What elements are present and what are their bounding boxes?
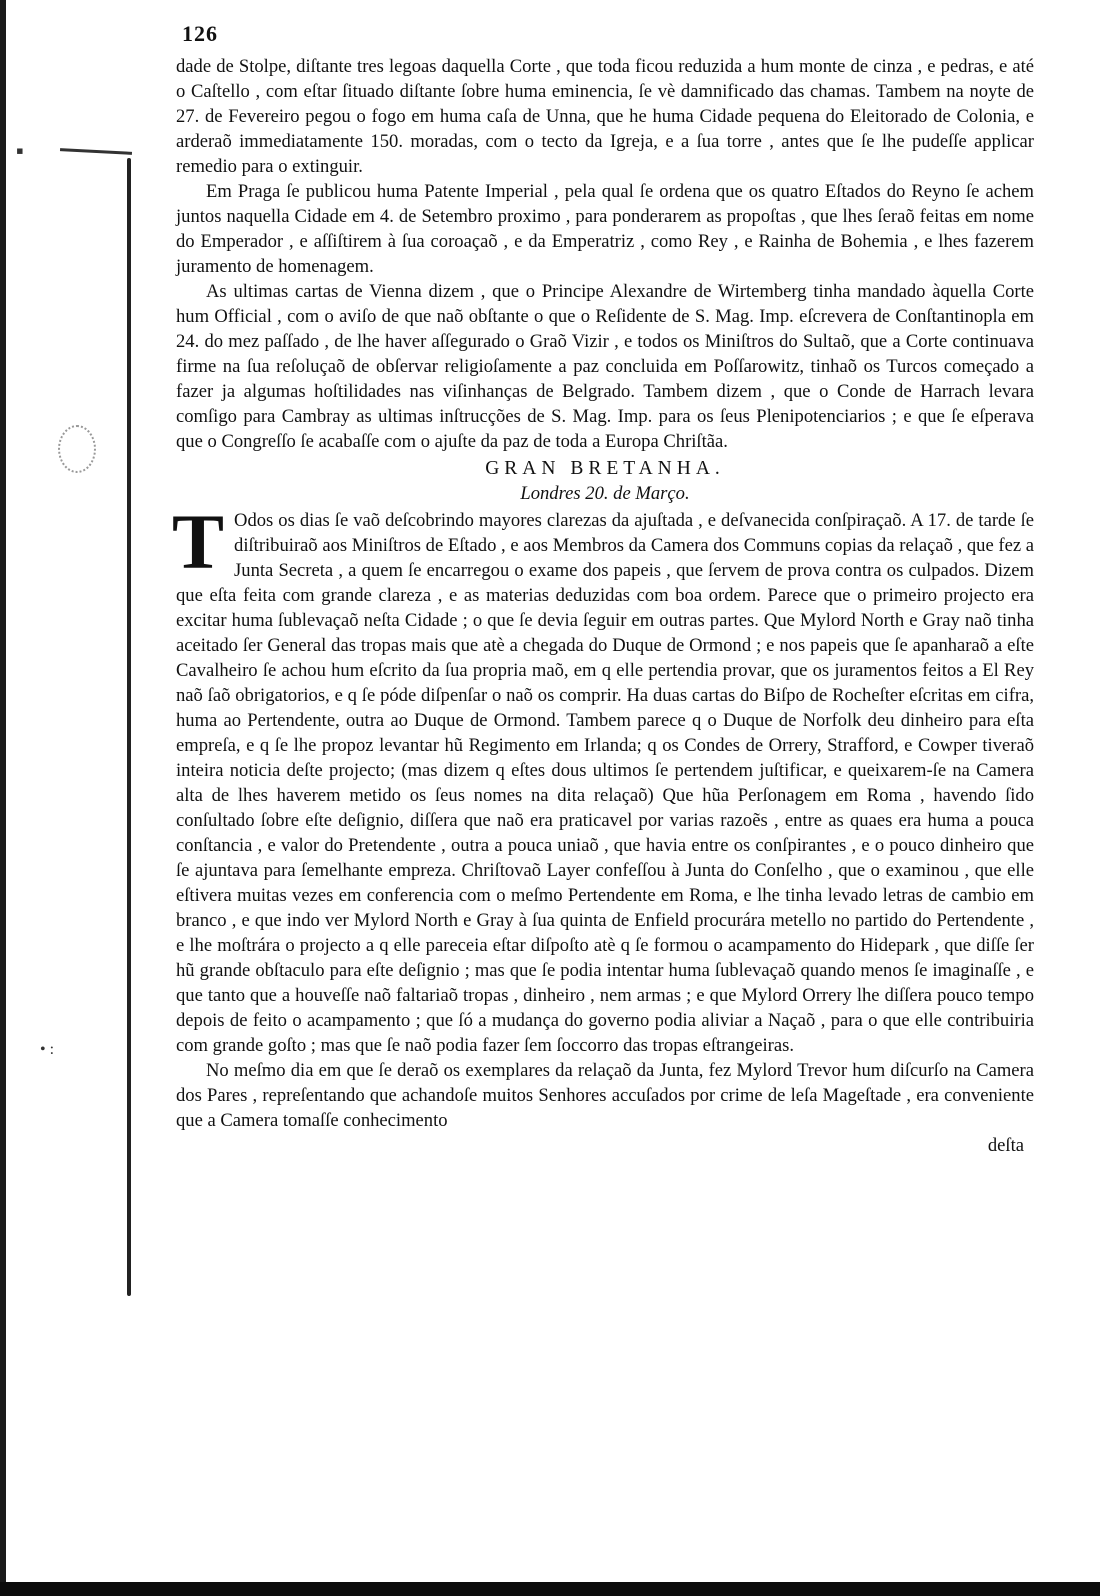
paragraph-vienna-letters: As ultimas cartas de Vienna dizem , que o Principe Alexandre de Wirtemberg tinha mandado àquella Corte hum Official , com o aviſo de que naõ obſtante o que o Reſidente de S. Mag. Imp. eſcrevera de Conſtantinopla em 24. do mez paſſado , de lhe haver aſſegurado o Graõ Vizir , e todos os Miniſtros do Sultaõ, que a Corte continuava firme na ſua reſoluçaõ de obſervar religioſamente a paz concluida em Poſſarowitz, tinhaõ os Turcos começado a fazer ja algumas hoſtilidades nas viſinhanças de Belgrado. Tambem dizem , que o Conde de Harrach levara comſigo para Cambray as ultimas inſtrucções de S. Mag. Imp. para os ſeus Plenipotenciarios ; e que ſe eſperava que o Congreſſo ſe acabaſſe com o ajuſte da paz de toda a Europa Chriſtãa.: [176, 281, 1034, 452]
bleed-through-stamp: [58, 425, 96, 473]
scan-bottom-edge: [0, 1582, 1100, 1596]
gutter-hook-mark: [60, 148, 132, 155]
gutter-binding-line: [127, 158, 131, 1296]
dateline: Londres 20. de Março.: [520, 483, 690, 504]
drop-cap: T: [172, 498, 225, 585]
catchword: deſta: [987, 1135, 1024, 1156]
gazette-page: [172, 21, 1034, 1158]
page-number: 126: [182, 21, 218, 46]
margin-tick-mark: ▪: [16, 138, 24, 163]
paragraph-london-conspiracy: [172, 498, 1034, 1058]
paragraph-trevor-discourse: No meſmo dia em que ſe deraõ os exemplares da relaçaõ da Junta, fez Mylord Trevor hum diſcurſo na Camera dos Pares , repreſentando que achandoſe muitos Senhores accuſados por crime de leſa Mageſtade , era conveniente que a Camera tomaſſe conhecimento: [176, 1060, 1034, 1131]
lead-paragraph-text: Odos os dias ſe vaõ deſcobrindo mayores clarezas da ajuſtada , e deſvanecida conſpiraçaõ. A 17. de tarde ſe diſtribuiraõ aos Miniſtros de Eſtado , e aos Membros da Camera dos Communs copias da relaçaõ , que fez a Junta Secreta , a quem ſe encarregou o exame dos papeis , que ſervem de prova contra os culpados. Dizem que eſta feita com grande clareza , e as materias deduzidas com boa ordem. Parece que o primeiro projecto era excitar huma ſublevaçaõ neſta Cidade ; o que ſe devia ſeguir em outras partes. Que Mylord North e Gray naõ tinha aceitado ſer General das tropas mais que atè a chegada do Duque de Ormond ; e nos papeis que ſe apanharaõ a eſte Cavalheiro ſe achou hum eſcrito da ſua propria maõ, em q elle pertendia provar, que os juramentos feitos a El Rey naõ ſaõ obrigatorios, e q ſe póde diſpenſar o naõ os comprir. Ha duas cartas do Biſpo de Rocheſter eſcritas em cifra, huma ao Pertendente, outra ao Duque de Ormond. Tambem parece q o Duque de Norfolk deu dinheiro para eſta empreſa, e q ſe lhe propoz levantar hũ Regimento em Irlanda; q os Condes de Orrery, Strafford, e Cowper tiveraõ inteira noticia deſte projecto; (mas dizem q eſtes dous ultimos ſe pertendem juſtificar, e queixarem-ſe na Camera alta de lhes haverem metido os ſeus nomes na dita relaçaõ) Que hũa Perſonagem em Roma , havendo ſido conſultado ſobre eſte deſignio, diſſera que naõ era praticavel por varias razoẽs , entre as quaes era huma a pouca conſtancia , e valor do Pretendente , outra a pouca uniaõ , que havia entre os conſpirantes , e o pouco dinheiro que ſe ajuntava para ſemelhante empreza. Chriſtovaõ Layer confeſſou à Junta do Conſelho , que o examinou , que elle eſtivera muitas vezes em conferencia com o meſmo Pertendente em Roma, e lhe tinha levado letras de cambio em branco , e que indo ver Mylord North e Gray à ſua quinta de Enfield procurára metello no partido do Pertendente , e lhe moſtrára o projecto a q elle pareceia eſtar diſpoſto atè q ſe formou o acampamento do Hidepark , que diſſe ſer hũ grande obſtaculo para eſte deſignio ; mas que ſe podia intentar huma ſublevaçaõ quando menos ſe imaginaſſe , e que tanto que a houveſſe naõ faltariaõ tropas , dinheiro , nem armas ; e que Mylord Orrery lhe diſſera pouco tempo depois de feito o acampamento ; que ſó a mudança do governo podia aliviar a Naçaõ , para o que elle contribuiria com grande goſto ; mas que ſe naõ podia fazer ſem ſoccorro das tropas eſtrangeiras.: [176, 510, 1034, 1056]
margin-dots-mark: • :: [40, 1041, 55, 1058]
section-heading: GRAN BRETANHA.: [485, 458, 725, 479]
scan-left-edge: [0, 0, 6, 1596]
paragraph-stolpe-fire: dade de Stolpe, diſtante tres legoas daquella Corte , que toda ficou reduzida a hum monte de cinza , e pedras, e até o Caſtello , com eſtar ſituado diſtante ſobre huma eminencia, ſe vè damnificado das chamas. Tambem na noyte de 27. de Fevereiro pegou o fogo em huma caſa de Unna, que he huma Cidade pequena do Eleitorado de Colonia, e arderaõ immediatamente 150. moradas, com o tecto da Igreja, e a ſua torre , antes que ſe lhe pudeſſe applicar remedio para o extinguir.: [176, 56, 1034, 177]
paragraph-praga-patente: Em Praga ſe publicou huma Patente Imperial , pela qual ſe ordena que os quatro Eſtados do Reyno ſe achem juntos naquella Cidade em 4. de Setembro proximo , para ponderarem as propoſtas , que lhes ſeraõ feitas em nome do Emperador , e aſſiſtirem à ſua coroaçaõ , e da Emperatriz , como Rey , e Rainha de Bohemia , e lhes fazerem juramento de homenagem.: [176, 181, 1034, 277]
